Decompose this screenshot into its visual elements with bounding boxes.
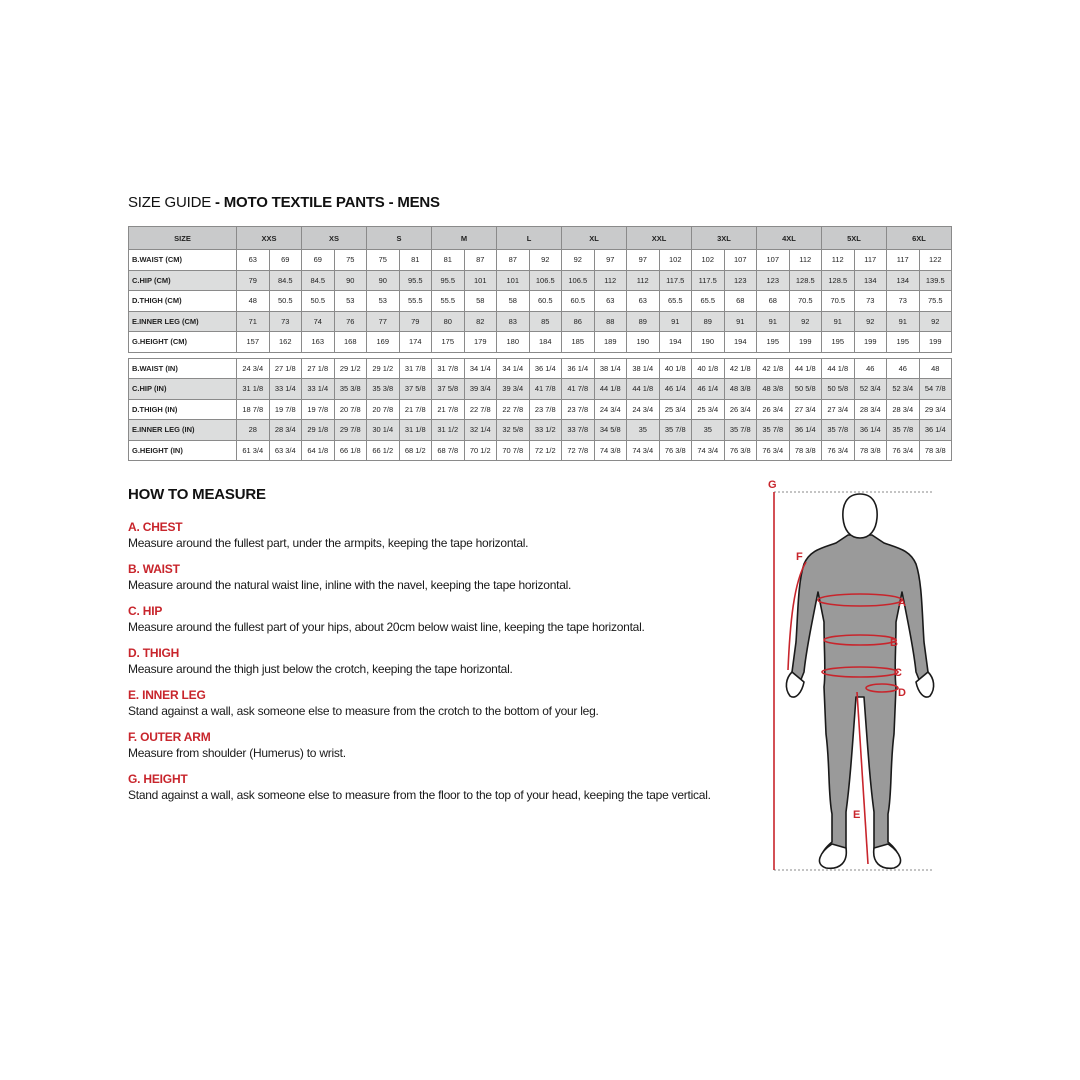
- table-cell: 91: [887, 311, 920, 332]
- table-cell: 48 3/8: [724, 379, 757, 400]
- row-label: B.WAIST (IN): [129, 358, 237, 379]
- table-cell: 44 1/8: [822, 358, 855, 379]
- table-cell: 68: [757, 291, 790, 312]
- table-cell: 107: [724, 250, 757, 271]
- table-cell: 112: [822, 250, 855, 271]
- table-cell: 65.5: [659, 291, 692, 312]
- table-cell: 46 1/4: [692, 379, 725, 400]
- table-cell: 75: [367, 250, 400, 271]
- measure-step: [128, 687, 768, 719]
- table-cell: 75: [334, 250, 367, 271]
- table-cell: 68 7/8: [432, 440, 465, 461]
- table-cell: 117: [854, 250, 887, 271]
- measure-step-text: Measure around the natural waist line, inline with the navel, keeping the tape horizontal.: [128, 578, 572, 592]
- measure-step: [128, 729, 768, 761]
- table-row: [129, 358, 952, 379]
- table-cell: 39 3/4: [497, 379, 530, 400]
- table-row: [129, 270, 952, 291]
- row-label: D.THIGH (IN): [129, 399, 237, 420]
- body-diagram: [760, 472, 960, 882]
- table-cell: 58: [464, 291, 497, 312]
- table-cell: 64 1/8: [302, 440, 335, 461]
- table-cell: 33 1/2: [529, 420, 562, 441]
- table-cell: 28: [237, 420, 270, 441]
- label-e: E: [853, 809, 861, 821]
- table-cell: 68: [724, 291, 757, 312]
- table-row: [129, 250, 952, 271]
- table-cell: 79: [399, 311, 432, 332]
- table-cell: 35 7/8: [822, 420, 855, 441]
- table-cell: 199: [789, 332, 822, 353]
- size-column-header: 3XL: [692, 227, 757, 250]
- table-cell: 97: [627, 250, 660, 271]
- row-label: E.INNER LEG (IN): [129, 420, 237, 441]
- table-cell: 106.5: [529, 270, 562, 291]
- table-cell: 89: [627, 311, 660, 332]
- table-cell: 123: [724, 270, 757, 291]
- table-cell: 199: [854, 332, 887, 353]
- measure-steps: [128, 519, 768, 803]
- size-column-header: 5XL: [822, 227, 887, 250]
- table-cell: 77: [367, 311, 400, 332]
- table-row: [129, 379, 952, 400]
- table-cell: 70 7/8: [497, 440, 530, 461]
- table-cell: 46 1/4: [659, 379, 692, 400]
- table-cell: 66 1/8: [334, 440, 367, 461]
- table-cell: 117: [887, 250, 920, 271]
- table-cell: 60.5: [529, 291, 562, 312]
- table-cell: 195: [887, 332, 920, 353]
- row-label: D.THIGH (CM): [129, 291, 237, 312]
- table-cell: 95.5: [432, 270, 465, 291]
- table-row: [129, 399, 952, 420]
- table-cell: 31 7/8: [432, 358, 465, 379]
- table-cell: 106.5: [562, 270, 595, 291]
- table-cell: 63: [237, 250, 270, 271]
- table-cell: 190: [692, 332, 725, 353]
- label-d: D: [898, 687, 906, 699]
- table-cell: 91: [724, 311, 757, 332]
- size-header-cell: SIZE: [129, 227, 237, 250]
- table-cell: 20 7/8: [334, 399, 367, 420]
- table-cell: 30 1/4: [367, 420, 400, 441]
- page-title: [128, 194, 440, 211]
- measure-step: [128, 645, 768, 677]
- table-cell: 134: [854, 270, 887, 291]
- table-cell: 89: [692, 311, 725, 332]
- label-f: F: [796, 551, 803, 563]
- table-cell: 48 3/8: [757, 379, 790, 400]
- table-cell: 19 7/8: [302, 399, 335, 420]
- table-cell: 44 1/8: [594, 379, 627, 400]
- table-cell: 179: [464, 332, 497, 353]
- table-cell: 35: [627, 420, 660, 441]
- table-cell: 38 1/4: [594, 358, 627, 379]
- table-cell: 73: [269, 311, 302, 332]
- table-cell: 44 1/8: [627, 379, 660, 400]
- table-cell: 74 3/4: [692, 440, 725, 461]
- table-cell: 101: [497, 270, 530, 291]
- table-cell: 50.5: [269, 291, 302, 312]
- table-cell: 102: [692, 250, 725, 271]
- table-cell: 37 5/8: [399, 379, 432, 400]
- measure-step: [128, 771, 768, 803]
- row-label: E.INNER LEG (CM): [129, 311, 237, 332]
- table-cell: 63: [627, 291, 660, 312]
- table-cell: 42 1/8: [724, 358, 757, 379]
- table-cell: 36 1/4: [854, 420, 887, 441]
- left-foot: [819, 844, 846, 868]
- table-cell: 61 3/4: [237, 440, 270, 461]
- table-cell: 36 1/4: [789, 420, 822, 441]
- size-column-header: L: [497, 227, 562, 250]
- table-cell: 24 3/4: [627, 399, 660, 420]
- table-cell: 74 3/4: [627, 440, 660, 461]
- table-cell: 92: [562, 250, 595, 271]
- table-cell: 79: [237, 270, 270, 291]
- table-cell: 162: [269, 332, 302, 353]
- table-cell: 76 3/4: [757, 440, 790, 461]
- table-cell: 69: [302, 250, 335, 271]
- table-cell: 84.5: [269, 270, 302, 291]
- table-cell: 128.5: [789, 270, 822, 291]
- table-cell: 20 7/8: [367, 399, 400, 420]
- table-cell: 199: [919, 332, 952, 353]
- measure-step-title: D. THIGH: [128, 646, 180, 660]
- table-cell: 60.5: [562, 291, 595, 312]
- table-cell: 48: [237, 291, 270, 312]
- label-b: B: [890, 637, 898, 649]
- table-row: [129, 332, 952, 353]
- table-cell: 91: [659, 311, 692, 332]
- table-cell: 86: [562, 311, 595, 332]
- table-cell: 66 1/2: [367, 440, 400, 461]
- body-measure-figure: [760, 472, 960, 882]
- table-cell: 50.5: [302, 291, 335, 312]
- table-cell: 27 1/8: [302, 358, 335, 379]
- table-cell: 163: [302, 332, 335, 353]
- table-cell: 37 5/8: [432, 379, 465, 400]
- table-cell: 27 1/8: [269, 358, 302, 379]
- table-cell: 46: [887, 358, 920, 379]
- table-cell: 168: [334, 332, 367, 353]
- table-cell: 107: [757, 250, 790, 271]
- table-cell: 55.5: [399, 291, 432, 312]
- table-cell: 24 3/4: [594, 399, 627, 420]
- table-cell: 31 1/8: [237, 379, 270, 400]
- size-table-body: [129, 250, 952, 461]
- table-cell: 29 3/4: [919, 399, 952, 420]
- table-cell: 72 1/2: [529, 440, 562, 461]
- table-cell: 91: [757, 311, 790, 332]
- table-cell: 19 7/8: [269, 399, 302, 420]
- table-cell: 189: [594, 332, 627, 353]
- table-cell: 28 3/4: [887, 399, 920, 420]
- table-cell: 78 3/8: [789, 440, 822, 461]
- table-cell: 35 7/8: [757, 420, 790, 441]
- table-cell: 92: [854, 311, 887, 332]
- table-cell: 65.5: [692, 291, 725, 312]
- table-cell: 74 3/8: [594, 440, 627, 461]
- measure-step-title: C. HIP: [128, 604, 163, 618]
- measure-step-text: Measure around the thigh just below the crotch, keeping the tape horizontal.: [128, 662, 513, 676]
- table-cell: 52 3/4: [887, 379, 920, 400]
- table-cell: 23 7/8: [562, 399, 595, 420]
- row-label: C.HIP (CM): [129, 270, 237, 291]
- table-cell: 26 3/4: [757, 399, 790, 420]
- size-column-header: S: [367, 227, 432, 250]
- size-column-header: XXL: [627, 227, 692, 250]
- table-cell: 28 3/4: [269, 420, 302, 441]
- table-cell: 54 7/8: [919, 379, 952, 400]
- table-cell: 82: [464, 311, 497, 332]
- table-cell: 18 7/8: [237, 399, 270, 420]
- table-cell: 29 1/8: [302, 420, 335, 441]
- table-cell: 29 7/8: [334, 420, 367, 441]
- measure-step-text: Stand against a wall, ask someone else to measure from the crotch to the bottom of your leg.: [128, 704, 599, 718]
- table-cell: 180: [497, 332, 530, 353]
- table-cell: 35: [692, 420, 725, 441]
- table-cell: 21 7/8: [399, 399, 432, 420]
- table-cell: 21 7/8: [432, 399, 465, 420]
- table-cell: 23 7/8: [529, 399, 562, 420]
- measure-step: [128, 603, 768, 635]
- table-cell: 41 7/8: [529, 379, 562, 400]
- label-c: C: [894, 667, 902, 679]
- table-row: [129, 311, 952, 332]
- table-cell: 139.5: [919, 270, 952, 291]
- table-cell: 35 7/8: [724, 420, 757, 441]
- table-cell: 44 1/8: [789, 358, 822, 379]
- table-row: [129, 291, 952, 312]
- table-cell: 92: [919, 311, 952, 332]
- table-cell: 90: [334, 270, 367, 291]
- table-cell: 184: [529, 332, 562, 353]
- table-cell: 29 1/2: [334, 358, 367, 379]
- table-cell: 128.5: [822, 270, 855, 291]
- table-cell: 97: [594, 250, 627, 271]
- table-cell: 70 1/2: [464, 440, 497, 461]
- measure-step: [128, 519, 768, 551]
- table-cell: 73: [887, 291, 920, 312]
- measure-step-text: Measure around the fullest part of your hips, about 20cm below waist line, keeping the tape horizontal.: [128, 620, 645, 634]
- table-cell: 31 1/8: [399, 420, 432, 441]
- table-cell: 36 1/4: [919, 420, 952, 441]
- measure-step-title: B. WAIST: [128, 562, 180, 576]
- size-column-header: XXS: [237, 227, 302, 250]
- title-bold: - MOTO TEXTILE PANTS - MENS: [214, 194, 440, 211]
- table-cell: 34 1/4: [464, 358, 497, 379]
- table-cell: 195: [822, 332, 855, 353]
- table-cell: 32 5/8: [497, 420, 530, 441]
- how-to-measure-heading: HOW TO MEASURE: [128, 486, 266, 503]
- table-cell: 91: [822, 311, 855, 332]
- table-cell: 33 1/4: [269, 379, 302, 400]
- table-cell: 42 1/8: [757, 358, 790, 379]
- table-cell: 123: [757, 270, 790, 291]
- table-cell: 76: [334, 311, 367, 332]
- measure-step: [128, 561, 768, 593]
- table-cell: 69: [269, 250, 302, 271]
- table-cell: 76 3/8: [724, 440, 757, 461]
- table-cell: 90: [367, 270, 400, 291]
- table-cell: 24 3/4: [237, 358, 270, 379]
- table-cell: 76 3/8: [659, 440, 692, 461]
- table-cell: 38 1/4: [627, 358, 660, 379]
- table-cell: 22 7/8: [464, 399, 497, 420]
- table-cell: 35 7/8: [887, 420, 920, 441]
- table-cell: 169: [367, 332, 400, 353]
- head: [843, 494, 877, 538]
- table-cell: 87: [497, 250, 530, 271]
- table-cell: 112: [594, 270, 627, 291]
- table-cell: 134: [887, 270, 920, 291]
- size-column-header: XL: [562, 227, 627, 250]
- table-cell: 39 3/4: [464, 379, 497, 400]
- table-cell: 194: [659, 332, 692, 353]
- table-cell: 84.5: [302, 270, 335, 291]
- table-cell: 83: [497, 311, 530, 332]
- measure-step-title: A. CHEST: [128, 520, 183, 534]
- table-cell: 31 1/2: [432, 420, 465, 441]
- table-cell: 58: [497, 291, 530, 312]
- table-cell: 185: [562, 332, 595, 353]
- size-header-row: [129, 227, 952, 250]
- table-cell: 63 3/4: [269, 440, 302, 461]
- measure-step-title: G. HEIGHT: [128, 772, 188, 786]
- measure-step-text: Measure from shoulder (Humerus) to wrist.: [128, 746, 346, 760]
- table-cell: 68 1/2: [399, 440, 432, 461]
- table-row: [129, 440, 952, 461]
- table-cell: 40 1/8: [692, 358, 725, 379]
- table-cell: 50 5/8: [789, 379, 822, 400]
- table-cell: 112: [627, 270, 660, 291]
- table-cell: 85: [529, 311, 562, 332]
- size-column-header: 6XL: [887, 227, 952, 250]
- table-cell: 33 1/4: [302, 379, 335, 400]
- row-label: C.HIP (IN): [129, 379, 237, 400]
- table-cell: 175: [432, 332, 465, 353]
- table-cell: 76 3/4: [887, 440, 920, 461]
- table-cell: 33 7/8: [562, 420, 595, 441]
- table-cell: 95.5: [399, 270, 432, 291]
- table-cell: 34 5/8: [594, 420, 627, 441]
- table-cell: 26 3/4: [724, 399, 757, 420]
- size-column-header: 4XL: [757, 227, 822, 250]
- table-cell: 78 3/8: [854, 440, 887, 461]
- table-cell: 48: [919, 358, 952, 379]
- table-cell: 22 7/8: [497, 399, 530, 420]
- table-row: [129, 420, 952, 441]
- table-cell: 36 1/4: [529, 358, 562, 379]
- table-cell: 112: [789, 250, 822, 271]
- table-cell: 195: [757, 332, 790, 353]
- table-cell: 174: [399, 332, 432, 353]
- measure-step-title: F. OUTER ARM: [128, 730, 211, 744]
- table-cell: 32 1/4: [464, 420, 497, 441]
- table-cell: 88: [594, 311, 627, 332]
- title-prefix: SIZE GUIDE: [128, 194, 212, 211]
- measure-step-text: Measure around the fullest part, under the armpits, keeping the tape horizontal.: [128, 536, 529, 550]
- table-cell: 102: [659, 250, 692, 271]
- table-cell: 46: [854, 358, 887, 379]
- table-cell: 53: [334, 291, 367, 312]
- table-cell: 29 1/2: [367, 358, 400, 379]
- table-cell: 28 3/4: [854, 399, 887, 420]
- table-cell: 36 1/4: [562, 358, 595, 379]
- table-cell: 25 3/4: [659, 399, 692, 420]
- table-cell: 73: [854, 291, 887, 312]
- table-cell: 40 1/8: [659, 358, 692, 379]
- table-cell: 122: [919, 250, 952, 271]
- table-cell: 75.5: [919, 291, 952, 312]
- table-cell: 78 3/8: [919, 440, 952, 461]
- table-cell: 53: [367, 291, 400, 312]
- row-label: B.WAIST (CM): [129, 250, 237, 271]
- size-column-header: M: [432, 227, 497, 250]
- table-cell: 117.5: [692, 270, 725, 291]
- table-cell: 70.5: [789, 291, 822, 312]
- table-cell: 157: [237, 332, 270, 353]
- label-g: G: [768, 479, 777, 491]
- table-cell: 81: [432, 250, 465, 271]
- table-cell: 34 1/4: [497, 358, 530, 379]
- table-cell: 50 5/8: [822, 379, 855, 400]
- table-cell: 190: [627, 332, 660, 353]
- table-cell: 52 3/4: [854, 379, 887, 400]
- table-cell: 71: [237, 311, 270, 332]
- table-cell: 55.5: [432, 291, 465, 312]
- table-cell: 80: [432, 311, 465, 332]
- label-a: A: [898, 597, 906, 609]
- table-cell: 72 7/8: [562, 440, 595, 461]
- table-cell: 92: [789, 311, 822, 332]
- size-table: [128, 226, 952, 461]
- right-foot: [874, 844, 901, 868]
- table-cell: 27 3/4: [789, 399, 822, 420]
- table-cell: 35 3/8: [334, 379, 367, 400]
- table-cell: 74: [302, 311, 335, 332]
- table-cell: 81: [399, 250, 432, 271]
- table-cell: 87: [464, 250, 497, 271]
- table-cell: 101: [464, 270, 497, 291]
- measure-step-text: Stand against a wall, ask someone else to measure from the floor to the top of your head, keeping the tape vertical.: [128, 788, 711, 802]
- table-cell: 31 7/8: [399, 358, 432, 379]
- table-cell: 76 3/4: [822, 440, 855, 461]
- table-cell: 25 3/4: [692, 399, 725, 420]
- table-cell: 92: [529, 250, 562, 271]
- row-label: G.HEIGHT (CM): [129, 332, 237, 353]
- table-cell: 41 7/8: [562, 379, 595, 400]
- table-cell: 194: [724, 332, 757, 353]
- table-cell: 35 3/8: [367, 379, 400, 400]
- table-cell: 70.5: [822, 291, 855, 312]
- measure-step-title: E. INNER LEG: [128, 688, 206, 702]
- row-label: G.HEIGHT (IN): [129, 440, 237, 461]
- table-cell: 117.5: [659, 270, 692, 291]
- table-cell: 27 3/4: [822, 399, 855, 420]
- table-cell: 63: [594, 291, 627, 312]
- size-column-header: XS: [302, 227, 367, 250]
- table-cell: 35 7/8: [659, 420, 692, 441]
- how-to-measure: [128, 486, 768, 813]
